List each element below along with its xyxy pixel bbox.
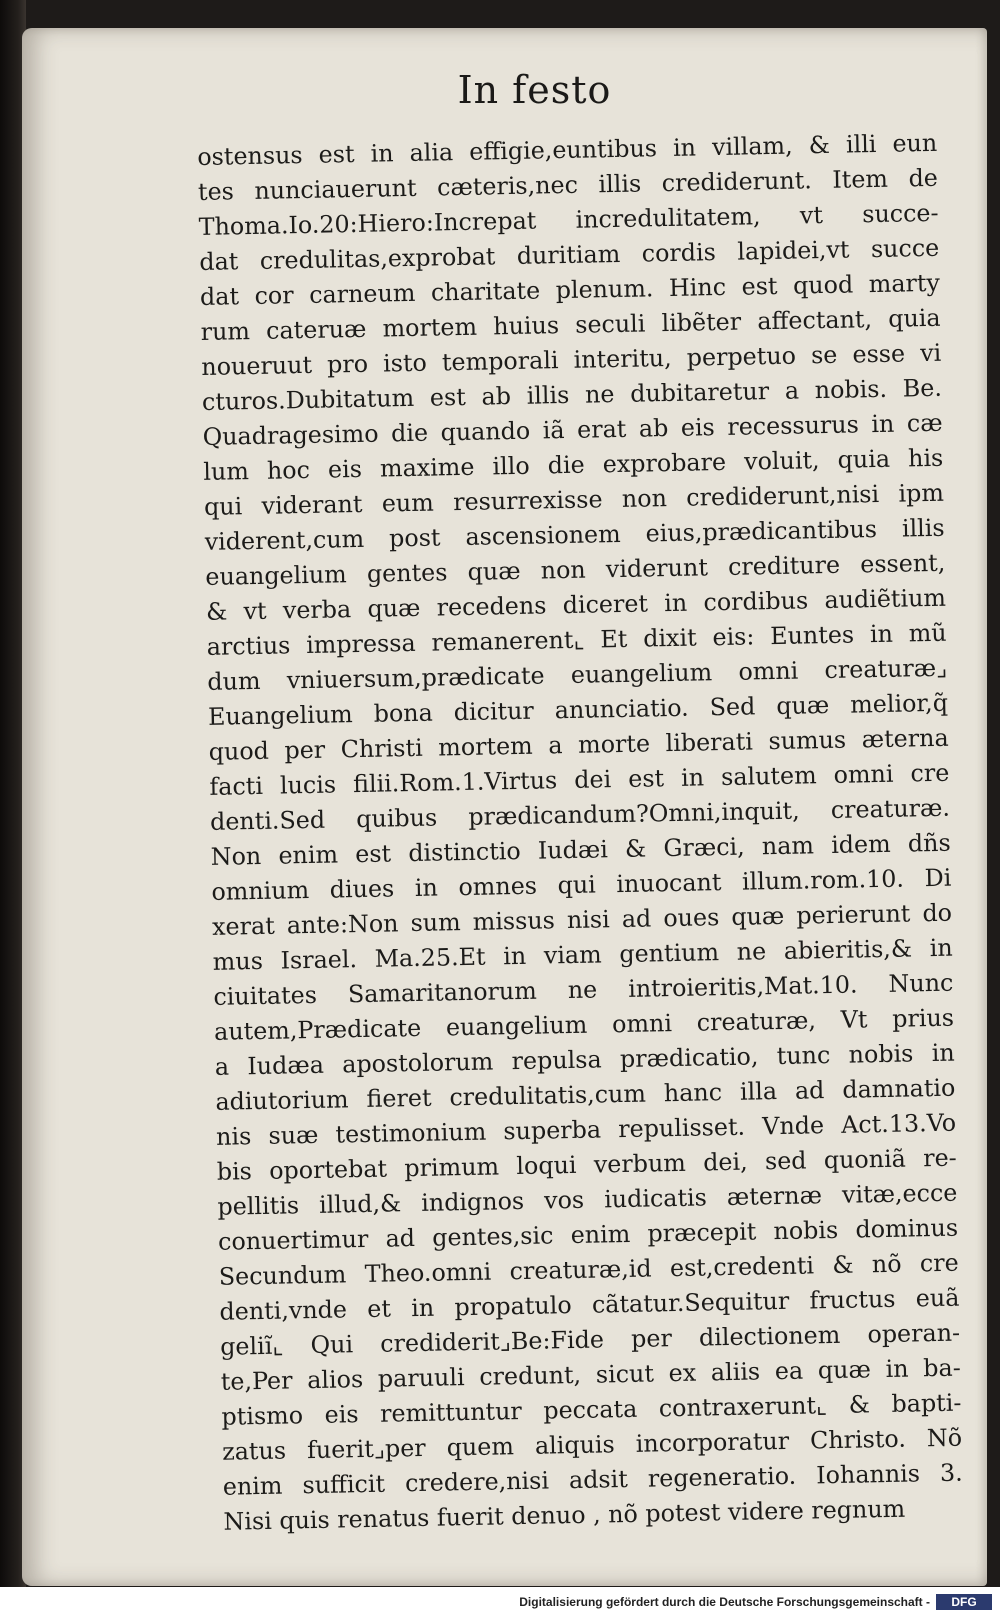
text-line: mus Israel. Ma.25.Et in viam gentium ne abieritis,& in bbox=[212, 933, 953, 976]
text-line: adiutorium fieret credulitatis,cum hanc illa ad damnatio bbox=[215, 1073, 956, 1116]
text-line: qui viderant eum resurrexisse non crediderunt,nisi ipm bbox=[203, 478, 945, 521]
text-line: dat cor carneum charitate plenum. Hinc est quod marty bbox=[199, 268, 941, 311]
text-line: tes nunciauerunt cæteris,nec illis crediderunt. Item de bbox=[197, 163, 939, 206]
text-line: te,Per alios paruuli credunt, sicut ex aliis ea quæ in ba- bbox=[220, 1353, 961, 1396]
text-line: Euangelium bona dicitur anunciatio. Sed quæ melior,q̃ bbox=[207, 688, 949, 731]
text-line: quod per Christi mortem a morte liberati sumus æterna bbox=[208, 723, 949, 766]
text-line: viderent,cum post ascensionem eius,prædicantibus illis bbox=[204, 513, 945, 556]
text-line: dum vniuersum,prædicate euangelium omni creaturæ⌟ bbox=[207, 653, 948, 696]
text-line: xerat ante:Non sum missus nisi ad oues quæ perierunt do bbox=[211, 898, 953, 941]
text-line: Thoma.Io.20:Hiero:Increpat incredulitatem, vt succe- bbox=[198, 198, 939, 241]
text-line: facti lucis filii.Rom.1.Virtus dei est in salutem omni cre bbox=[209, 758, 950, 801]
book-page bbox=[22, 28, 987, 1586]
text-line: conuertimur ad gentes,sic enim præcepit nobis dominus bbox=[217, 1213, 959, 1256]
text-line: euangelium gentes quæ non viderunt crediture essent, bbox=[205, 548, 946, 591]
text-line: a Iudæa apostolorum repulsa prædicatio, tunc nobis in bbox=[214, 1038, 955, 1081]
text-line: arctius impressa remanerent⌞ Et dixit eis: Euntes in mũ bbox=[206, 618, 947, 661]
text-line: ostensus est in alia effigie,euntibus in villam, & illi eun bbox=[197, 128, 938, 171]
text-line: rum cateruæ mortem huius seculi libẽter affectant, quia bbox=[200, 303, 941, 346]
text-line: ciuitates Samaritanorum ne introieritis,Mat.10. Nunc bbox=[213, 968, 954, 1011]
text-line: Secundum Theo.omni creaturæ,id est,credenti & nõ cre bbox=[218, 1248, 959, 1291]
text-line: Non enim est distinctio Iudæi & Græci, nam idem dñs bbox=[210, 828, 951, 871]
text-line: denti,vnde et in propatulo cãtatur.Sequitur fructus euã bbox=[219, 1283, 960, 1326]
text-line: denti.Sed quibus prædicandum?Omni,inquit, creaturæ. bbox=[209, 793, 951, 836]
text-line: zatus fuerit⌟per quem aliquis incorporatur Christo. Nõ bbox=[221, 1423, 963, 1466]
running-head: In festo bbox=[457, 68, 612, 112]
text-line: lum hoc eis maxime illo die exprobare voluit, quia his bbox=[203, 443, 944, 486]
text-line: omnium diues in omnes qui inuocant illum.rom.10. Di bbox=[211, 863, 952, 906]
text-line: Nisi quis renatus fuerit denuo , nõ potest videre regnum bbox=[223, 1494, 906, 1536]
text-line: geliĩ⌞ Qui crediderit⌟Be:Fide per dilectionem operan- bbox=[219, 1318, 961, 1361]
text-line: & vt verba quæ recedens diceret in cordibus audiẽtium bbox=[205, 583, 947, 626]
text-line: noueruut pro isto temporali interitu, perpetuo se esse vi bbox=[201, 338, 942, 381]
text-line: bis oportebat primum loqui verbum dei, sed quoniã re- bbox=[216, 1143, 957, 1186]
text-line: ptismo eis remittuntur peccata contraxerunt⌞ & bapti- bbox=[221, 1388, 962, 1431]
funding-credit: Digitalisierung gefördert durch die Deutsche Forschungsgemeinschaft - bbox=[519, 1595, 930, 1609]
text-line: Quadragesimo die quando iã erat ab eis recessurus in cæ bbox=[202, 408, 943, 451]
text-line: cturos.Dubitatum est ab illis ne dubitaretur a nobis. Be. bbox=[201, 373, 943, 416]
dfg-logo-icon: DFG bbox=[936, 1594, 992, 1610]
digitization-footer bbox=[0, 1587, 1000, 1615]
text-line: nis suæ testimonium superba repulisset. Vnde Act.13.Vo bbox=[215, 1108, 957, 1151]
text-line: autem,Prædicate euangelium omni creaturæ, Vt prius bbox=[213, 1003, 955, 1046]
text-line: pellitis illud,& indignos vos iudicatis æternæ vitæ,ecce bbox=[217, 1178, 958, 1221]
text-line: enim sufficit credere,nisi adsit regeneratio. Iohannis 3. bbox=[222, 1458, 963, 1501]
text-line: dat credulitas,exprobat duritiam cordis lapidei,vt succe bbox=[199, 233, 940, 276]
body-text bbox=[197, 126, 964, 1540]
